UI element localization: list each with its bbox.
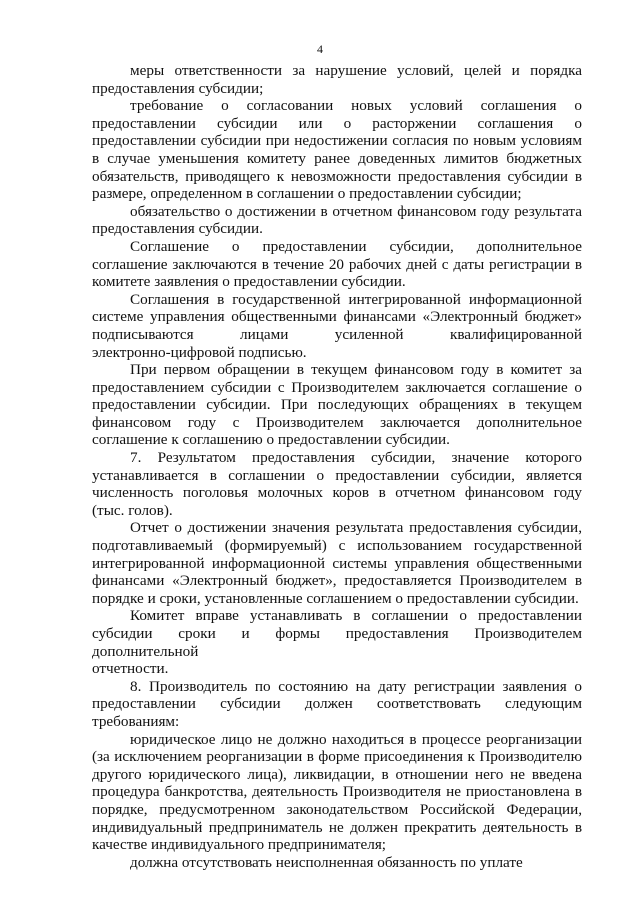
text-line: интегрированной информационной системы управления общественными [92,554,582,572]
text-line: другого юридического лица), ликвидации, в отношении него не введена [92,765,582,783]
paragraph-p1 [92,62,582,97]
text-line: Соглашение о предоставлении субсидии, дополнительное [130,237,582,255]
paragraph-p5 [92,291,582,361]
text-line: меры ответственности за нарушение условий, целей и порядка [130,62,582,79]
text-line: Отчет о достижении значения результата предоставления субсидии, [130,519,582,537]
paragraph-p3 [92,203,582,238]
text-line: подписываются лицами усиленной квалифицированной [92,325,582,343]
text-line: 8. Производитель по состоянию на дату регистрации заявления о [130,677,582,695]
text-line: комитете заявления о предоставлении субсидии. [92,273,406,291]
text-line: При первом обращении в текущем финансовом году в комитет за [130,361,582,379]
text-line: должна отсутствовать неисполненная обязанность по уплате [130,853,523,871]
paragraph-p4 [92,238,582,291]
text-line: (тыс. голов). [92,501,173,519]
text-line: электронно-цифровой подписью. [92,343,307,361]
text-line: 7. Результатом предоставления субсидии, значение которого [130,449,582,467]
text-line: предоставлении субсидии. При последующих обращениях в текущем [92,396,582,414]
text-line: требование о согласовании новых условий соглашения о [130,97,582,115]
text-line: качестве индивидуального предпринимателя; [92,836,387,854]
text-line: подготавливаемый (формируемый) с использованием государственной [92,537,582,555]
text-line: порядке, предусмотренном законодательством Российской Федерации, [92,800,582,818]
text-line: обязательств, приводящего к невозможности предоставления субсидии в [92,167,582,185]
paragraph-p8 [92,519,582,607]
paragraph-p2 [92,97,582,203]
text-line: соглашение к соглашению о предоставлении субсидии. [92,431,450,449]
text-line: требованиям: [92,712,180,730]
text-line: системе управления общественными финансами «Электронный бюджет» [92,308,582,326]
text-line: предоставления субсидии; [92,79,264,97]
text-line: численность поголовья молочных коров в отчетном финансовом году [92,484,582,502]
text-line: финансовом году с Производителем заключается дополнительное [92,413,582,431]
text-line: предоставлением субсидии с Производителем заключается соглашение о [92,378,582,396]
text-line: в случае уменьшения комитету ранее доведенных лимитов бюджетных [92,149,582,167]
text-line: устанавливается в соглашении о предоставлении субсидии, является [92,466,582,484]
text-line: юридическое лицо не должно находиться в процессе реорганизации [130,730,582,748]
text-line: процедура банкротства, деятельность Производителя не приостановлена в [92,783,582,801]
text-line: субсидии сроки и формы предоставления Производителем дополнительной [92,625,582,660]
text-line: предоставлении субсидии или о расторжении соглашения о [92,114,582,132]
text-line: соглашение заключаются в течение 20 рабочих дней с даты регистрации в [92,255,582,273]
paragraph-p7 [92,449,582,519]
text-line: финансами «Электронный бюджет», предоставляется Производителем в [92,572,582,590]
document-body [92,62,582,871]
page-number: 4 [317,42,323,56]
paragraph-p6 [92,361,582,449]
text-line: предоставлении субсидии при недостижении согласия по новым условиям [92,132,582,150]
text-line: предоставлении субсидии должен соответствовать следующим [92,695,582,713]
text-line: размере, определенном в соглашении о предоставлении субсидии; [92,185,522,203]
paragraph-p9 [92,607,582,677]
text-line: отчетности. [92,660,169,678]
text-line: Комитет вправе устанавливать в соглашении о предоставлении [130,607,582,625]
text-line: порядке и сроки, установленные соглашением о предоставлении субсидии. [92,589,579,607]
text-line: (за исключением реорганизации в форме присоединения к Производителю [92,748,582,766]
text-line: индивидуальный предприниматель не должен прекратить деятельность в [92,818,582,836]
paragraph-p11 [92,731,582,854]
paragraph-p10 [92,678,582,731]
text-line: Соглашения в государственной интегрированной информационной [130,290,582,308]
paragraph-p12 [92,854,582,872]
text-line: обязательство о достижении в отчетном финансовом году результата [130,202,582,220]
text-line: предоставления субсидии. [92,220,263,238]
